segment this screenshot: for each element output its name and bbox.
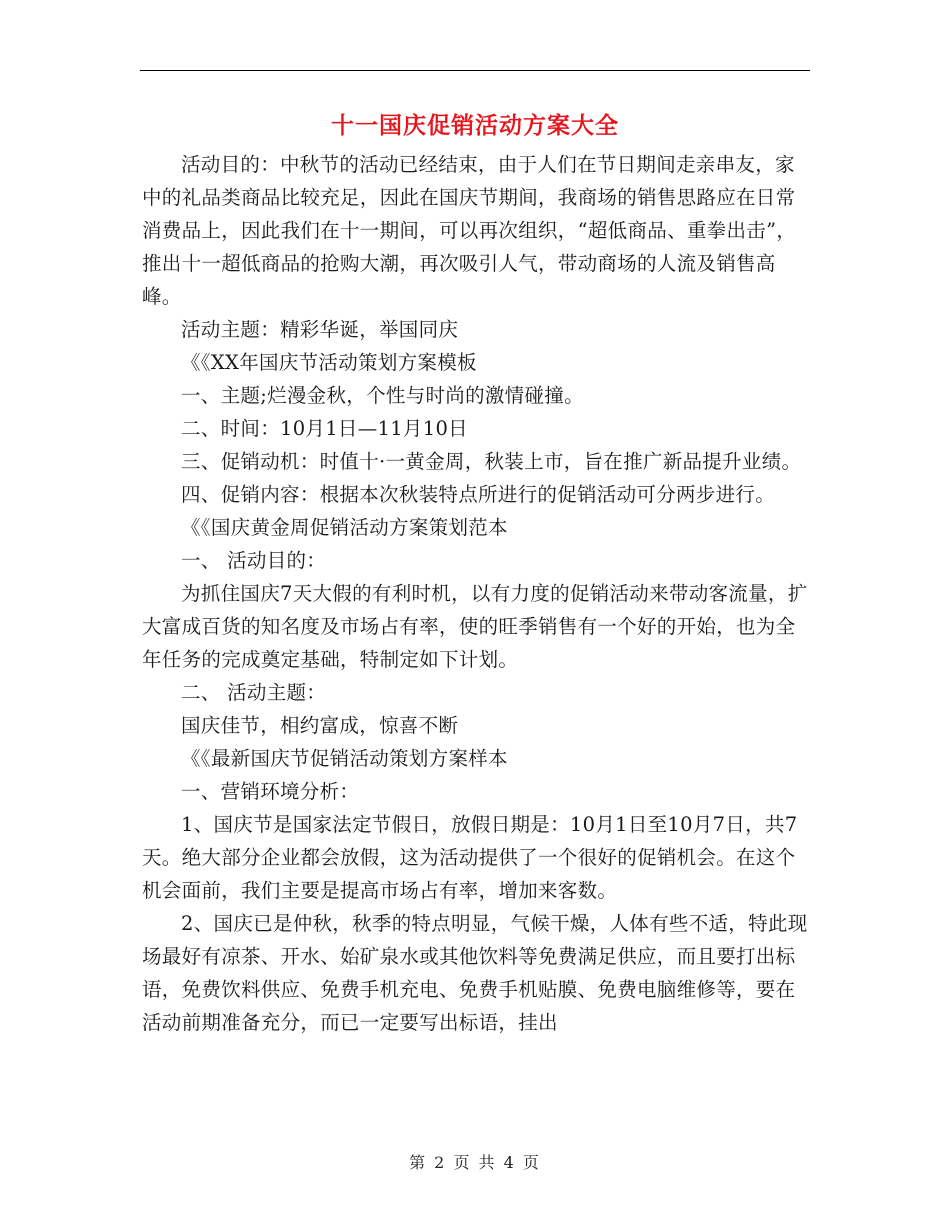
paragraph: 国庆佳节，相约富成，惊喜不断 — [181, 714, 459, 737]
paragraph: 一、 活动目的： — [181, 549, 327, 572]
paragraph: 为抓住国庆7天大假的有利时机，以有力度的促销活动来带动客流量，扩大富成百货的知名度及市场占有率，使的旺季销售有一个好的开始，也为全年任务的完成奠定基础，特制定如下计划。 — [142, 582, 808, 671]
paragraph: 1、国庆节是国家法定节假日，放假日期是：10月1日至10月7日，共7天。绝大部分企业都会放假，这为活动提供了一个很好的促销机会。在这个机会面前，我们主要是提高市场占有率，增加来客数。 — [142, 813, 798, 902]
document-title: 十一国庆促销活动方案大全 — [331, 112, 619, 139]
paragraph: 三、促销动机：时值十·一黄金周，秋装上市，旨在推广新品提升业绩。 — [181, 450, 802, 473]
paragraph: 《《最新国庆节促销活动策划方案样本 — [181, 747, 508, 770]
paragraph: 活动主题：精彩华诞，举国同庆 — [181, 318, 459, 341]
paragraph: 《《XX年国庆节活动策划方案模板 — [181, 351, 477, 374]
header-rule — [140, 70, 810, 71]
document-body — [142, 148, 810, 1039]
paragraph: 二、 活动主题： — [181, 681, 327, 704]
paragraph: 一、营销环境分析： — [181, 780, 360, 803]
paragraph: 一、主题;烂漫金秋，个性与时尚的激情碰撞。 — [181, 384, 584, 407]
paragraph: 2、国庆已是仲秋，秋季的特点明显，气候干燥，人体有些不适，特此现场最好有凉茶、开水、始矿泉水或其他饮料等免费满足供应，而且要打出标语，免费饮料供应、免费手机充电、免费手机贴膜、免费电脑维修等，要在活动前期准备充分，而已一定要写出标语，挂出 — [142, 912, 808, 1034]
paragraph: 四、促销内容：根据本次秋装特点所进行的促销活动可分两步进行。 — [181, 483, 776, 506]
paragraph: 《《国庆黄金周促销活动方案策划范本 — [181, 516, 508, 539]
paragraph: 活动目的：中秋节的活动已经结束，由于人们在节日期间走亲串友，家中的礼品类商品比较充足，因此在国庆节期间，我商场的销售思路应在日常消费品上，因此我们在十一期间，可以再次组织，“超低商品、重拳出击”，推出十一超低商品的抢购大潮，再次吸引人气，带动商场的人流及销售高峰。 — [142, 153, 797, 308]
page-footer: 第 2 页 共 4 页 — [409, 1153, 541, 1172]
paragraph: 二、时间：10月1日—11月10日 — [181, 417, 468, 440]
